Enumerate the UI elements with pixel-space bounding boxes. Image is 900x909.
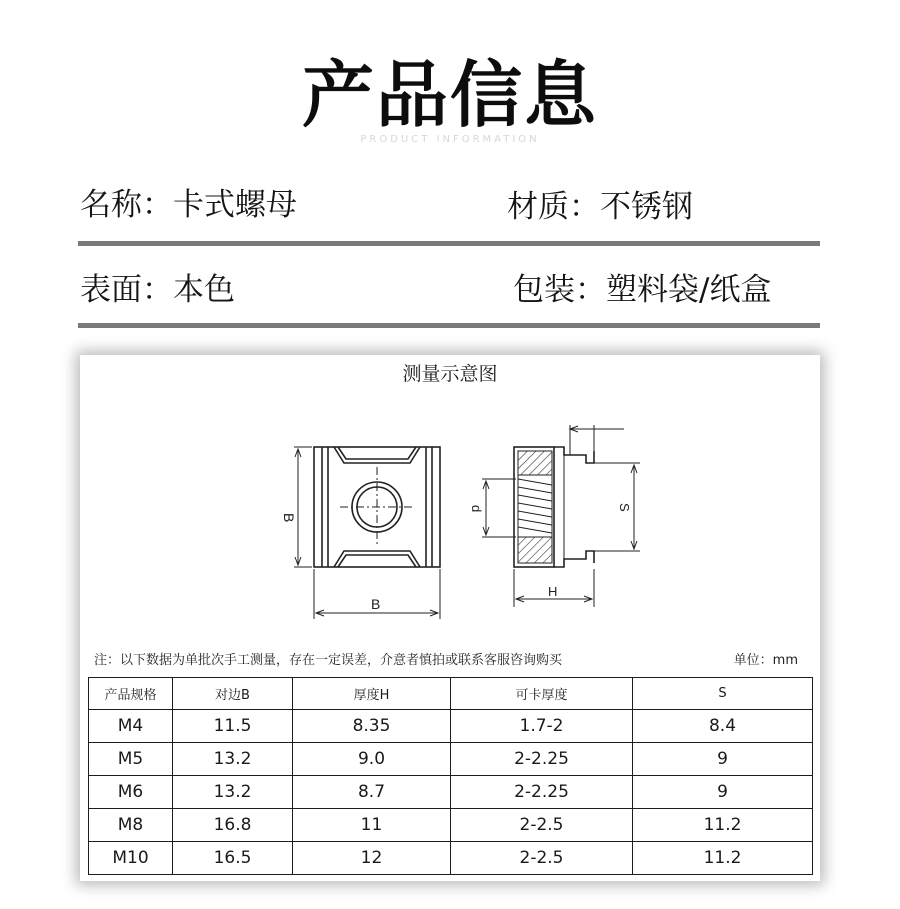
table-cell: M8 xyxy=(89,809,173,842)
page-title: 产品信息 xyxy=(301,53,598,137)
spec-table xyxy=(88,677,813,875)
table-header-cell: S xyxy=(633,678,813,710)
d-label: d xyxy=(469,505,484,513)
table-header-cell: 产品规格 xyxy=(89,678,173,710)
info-surface: 表面：本色 xyxy=(80,272,235,308)
table-cell: 1.7-2 xyxy=(451,710,633,743)
measurement-diagram xyxy=(80,355,820,645)
table-header-cell: 对边B xyxy=(173,678,293,710)
b-horizontal-label: B xyxy=(371,596,381,612)
table-cell: 9.0 xyxy=(293,743,451,776)
table-cell: 13.2 xyxy=(173,776,293,809)
info-packaging: 包装：塑料袋/纸盒 xyxy=(513,272,772,308)
bottom-clip xyxy=(334,551,420,567)
table-cell: 8.35 xyxy=(293,710,451,743)
table-cell: 9 xyxy=(633,776,813,809)
side-clip-top xyxy=(554,447,594,463)
side-view xyxy=(482,425,640,607)
table-cell: 13.2 xyxy=(173,743,293,776)
measurement-note: 注：以下数据为单批次手工测量，存在一定误差，介意者慎拍或联系客服咨询购买 xyxy=(94,653,563,668)
table-row xyxy=(89,809,813,842)
side-clip-bottom xyxy=(554,551,594,567)
info-material: 材质：不锈钢 xyxy=(507,189,693,225)
front-view xyxy=(294,447,440,619)
diagram-title: 测量示意图 xyxy=(402,363,498,385)
table-cell: 11 xyxy=(293,809,451,842)
table-cell: 11.2 xyxy=(633,842,813,875)
table-row xyxy=(89,842,813,875)
table-header-cell: 可卡厚度 xyxy=(451,678,633,710)
table-row xyxy=(89,776,813,809)
table-cell: M10 xyxy=(89,842,173,875)
table-cell: 2-2.25 xyxy=(451,743,633,776)
top-clip xyxy=(334,447,420,463)
table-cell: 11.5 xyxy=(173,710,293,743)
table-cell: 8.4 xyxy=(633,710,813,743)
table-header-cell: 厚度H xyxy=(293,678,451,710)
unit-label: 单位：mm xyxy=(733,653,798,668)
table-cell: 11.2 xyxy=(633,809,813,842)
table-cell: M4 xyxy=(89,710,173,743)
table-cell: 9 xyxy=(633,743,813,776)
b-vertical-label: B xyxy=(281,513,297,523)
info-name: 名称：卡式螺母 xyxy=(80,187,297,223)
table-cell: 16.8 xyxy=(173,809,293,842)
table-cell: 2-2.5 xyxy=(451,842,633,875)
table-cell: 12 xyxy=(293,842,451,875)
table-cell: 8.7 xyxy=(293,776,451,809)
page-subtitle: PRODUCT INFORMATION xyxy=(360,134,540,145)
divider xyxy=(78,323,820,328)
h-label: H xyxy=(548,584,558,599)
table-cell: 16.5 xyxy=(173,842,293,875)
table-cell: 2-2.5 xyxy=(451,809,633,842)
table-cell: 2-2.25 xyxy=(451,776,633,809)
s-label: S xyxy=(617,503,632,512)
table-row xyxy=(89,743,813,776)
table-cell: M5 xyxy=(89,743,173,776)
table-header-row xyxy=(89,678,813,710)
divider xyxy=(78,241,820,246)
table-row xyxy=(89,710,813,743)
measurement-panel xyxy=(80,355,820,881)
table-cell: M6 xyxy=(89,776,173,809)
